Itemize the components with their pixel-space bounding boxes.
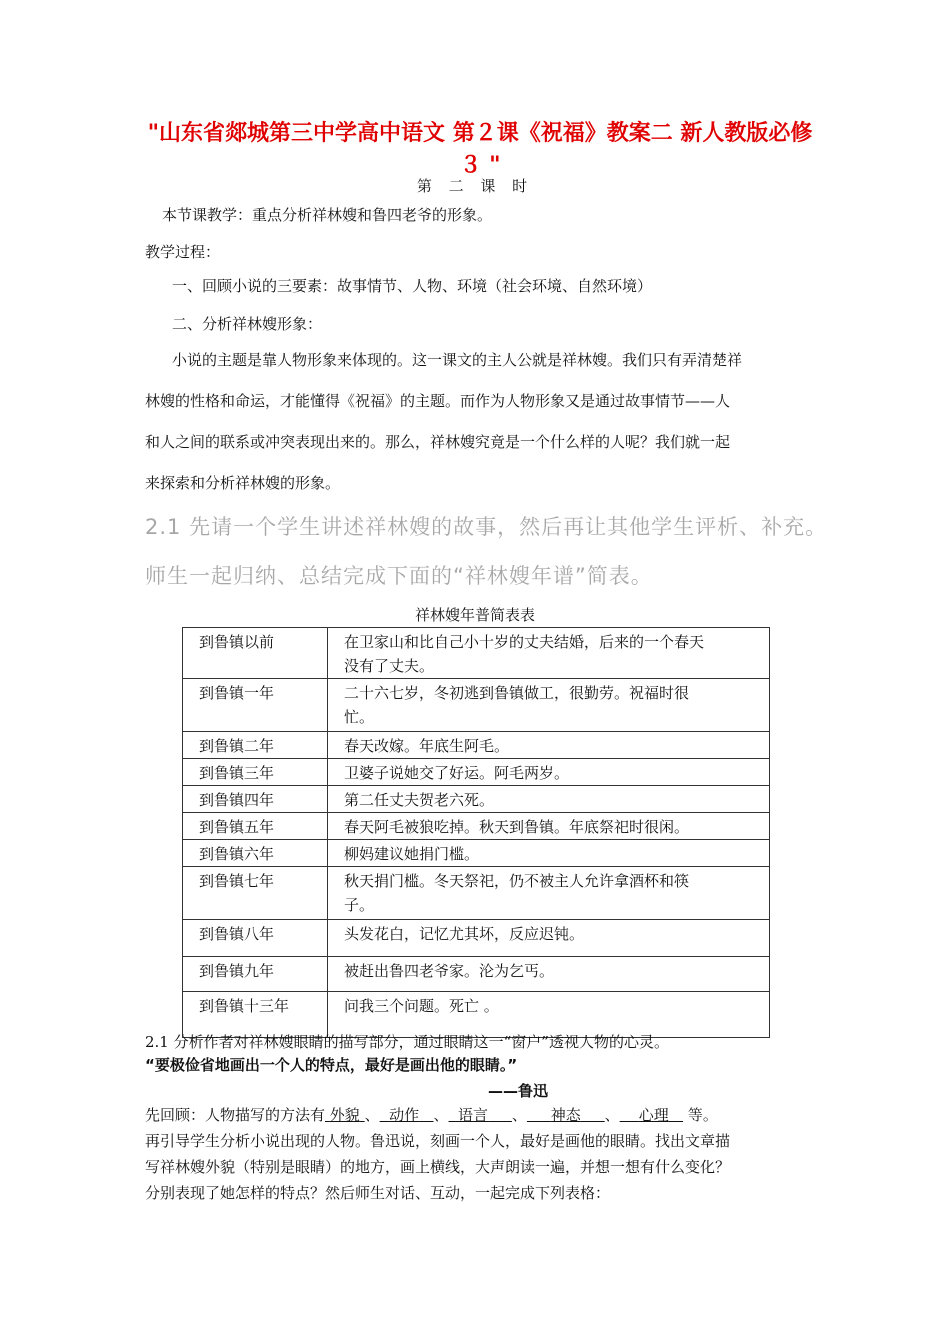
table-row	[183, 679, 770, 732]
chronology-table	[182, 627, 770, 1038]
table-caption: 祥林嫂年普简表表	[414, 606, 535, 624]
table-cell-period: 到鲁镇六年	[183, 840, 328, 867]
table-cell-period: 到鲁镇九年	[183, 957, 328, 992]
table-cell-period: 到鲁镇三年	[183, 759, 328, 786]
table-cell-event: 春天改嫁。年底生阿毛。	[328, 732, 770, 759]
closing-line: 写祥林嫂外貌（特别是眼睛）的地方，画上横线，大声朗读一遍，并想一想有什么变化？	[145, 1158, 731, 1176]
table-cell-period: 到鲁镇四年	[183, 786, 328, 813]
table-cell-event: 问我三个问题。死亡 。	[328, 992, 770, 1038]
table-cell-event	[328, 867, 770, 920]
analysis-paragraph	[145, 340, 805, 504]
method-blank: 动作	[389, 1106, 420, 1124]
method-blank: 神态	[550, 1106, 581, 1124]
review-prefix: 先回顾：人物描写的方法有	[145, 1106, 326, 1124]
review-suffix: 等。	[687, 1106, 718, 1124]
closing-line: 再引导学生分析小说出现的人物。鲁迅说，刻画一个人，最好是画他的眼睛。找出文章描	[145, 1132, 731, 1150]
paragraph-line: 和人之间的联系或冲突表现出来的。那么，祥林嫂究竟是一个什么样的人呢？我们就一起	[145, 433, 731, 451]
event-line: 在卫家山和比自己小十岁的丈夫结婚，后来的一个春天	[344, 633, 705, 651]
table-cell-event: 春天阿毛被狼吃掉。秋天到鲁镇。年底祭祀时很闲。	[328, 813, 770, 840]
paragraph-line: 林嫂的性格和命运，才能懂得《祝福》的主题。而作为人物形象又是通过故事情节——人	[145, 392, 731, 410]
paragraph-line: 小说的主题是靠人物形象来体现的。这一课文的主人公就是祥林嫂。我们只有弄清楚祥	[172, 351, 743, 369]
event-line: 子。	[344, 896, 375, 914]
table-row	[183, 867, 770, 920]
event-line: 没有了丈夫。	[344, 657, 435, 675]
table-row	[183, 759, 770, 786]
review-line: 先回顾：人物描写的方法有 外貌 、 动作 、 语言 、 神态 、 心理 等。	[145, 1106, 718, 1124]
table-cell-period: 到鲁镇十三年	[183, 992, 328, 1038]
table-row	[183, 920, 770, 957]
table-row	[183, 786, 770, 813]
table-cell-event: 被赶出鲁四老爷家。沦为乞丐。	[328, 957, 770, 992]
eyes-analysis-line: 2.1 分析作者对祥林嫂眼睛的描写部分，通过眼睛这一“窗户”透视人物的心灵。	[145, 1033, 669, 1051]
method-blank: 语言	[458, 1106, 489, 1124]
table-cell-period: 到鲁镇一年	[183, 679, 328, 732]
method-blank: 心理	[638, 1106, 669, 1124]
table-cell-event: 头发花白，记忆尤其坏，反应迟钝。	[328, 920, 770, 957]
closing-line: 分别表现了她怎样的特点？然后师生对话、互动，一起完成下列表格：	[145, 1184, 611, 1202]
table-cell-period: 到鲁镇五年	[183, 813, 328, 840]
table-row	[183, 628, 770, 679]
table-cell-period: 到鲁镇七年	[183, 867, 328, 920]
lesson-intro: 本节课教学：重点分析祥林嫂和鲁四老爷的形象。	[162, 206, 493, 224]
table-row	[183, 957, 770, 992]
table-row	[183, 732, 770, 759]
step-two: 二、分析祥林嫂形象：	[172, 315, 323, 333]
table-cell-event: 柳妈建议她捐门槛。	[328, 840, 770, 867]
table-row	[183, 813, 770, 840]
process-heading: 教学过程：	[145, 243, 221, 261]
gray-instruction-line: 2.1 先请一个学生讲述祥林嫂的故事，然后再让其他学生评析、补充。	[145, 515, 828, 539]
step-one: 一、回顾小说的三要素：故事情节、人物、环境（社会环境、自然环境）	[172, 277, 653, 295]
table-row	[183, 840, 770, 867]
table-cell-period: 到鲁镇二年	[183, 732, 328, 759]
table-cell-period: 到鲁镇八年	[183, 920, 328, 957]
event-line: 二十六七岁，冬初逃到鲁镇做工，很勤劳。祝福时很	[344, 684, 690, 702]
event-line: 秋天捐门槛。冬天祭祀，仍不被主人允许拿酒杯和筷	[344, 872, 690, 890]
table-cell-event: 第二任丈夫贺老六死。	[328, 786, 770, 813]
gray-instruction-line: 师生一起归纳、总结完成下面的“祥林嫂年谱”简表。	[145, 564, 653, 588]
method-blank: 外貌	[329, 1106, 360, 1124]
paragraph-line: 来探索和分析祥林嫂的形象。	[145, 474, 341, 492]
lesson-subtitle: 第 二 课 时	[416, 177, 534, 195]
closing-section	[145, 1102, 730, 1206]
table-cell-period: 到鲁镇以前	[183, 628, 328, 679]
document-title: "山东省郯城第三中学高中语文 第２课《祝福》教案二 新人教版必修３ "	[147, 121, 813, 178]
event-line: 忙。	[344, 708, 375, 726]
table-cell-event	[328, 679, 770, 732]
table-cell-event: 卫婆子说她交了好运。阿毛两岁。	[328, 759, 770, 786]
quote-author: ——鲁迅	[488, 1082, 549, 1100]
lu-xun-quote: “要极俭省地画出一个人的特点，最好是画出他的眼睛。”	[145, 1056, 518, 1074]
table-cell-event	[328, 628, 770, 679]
